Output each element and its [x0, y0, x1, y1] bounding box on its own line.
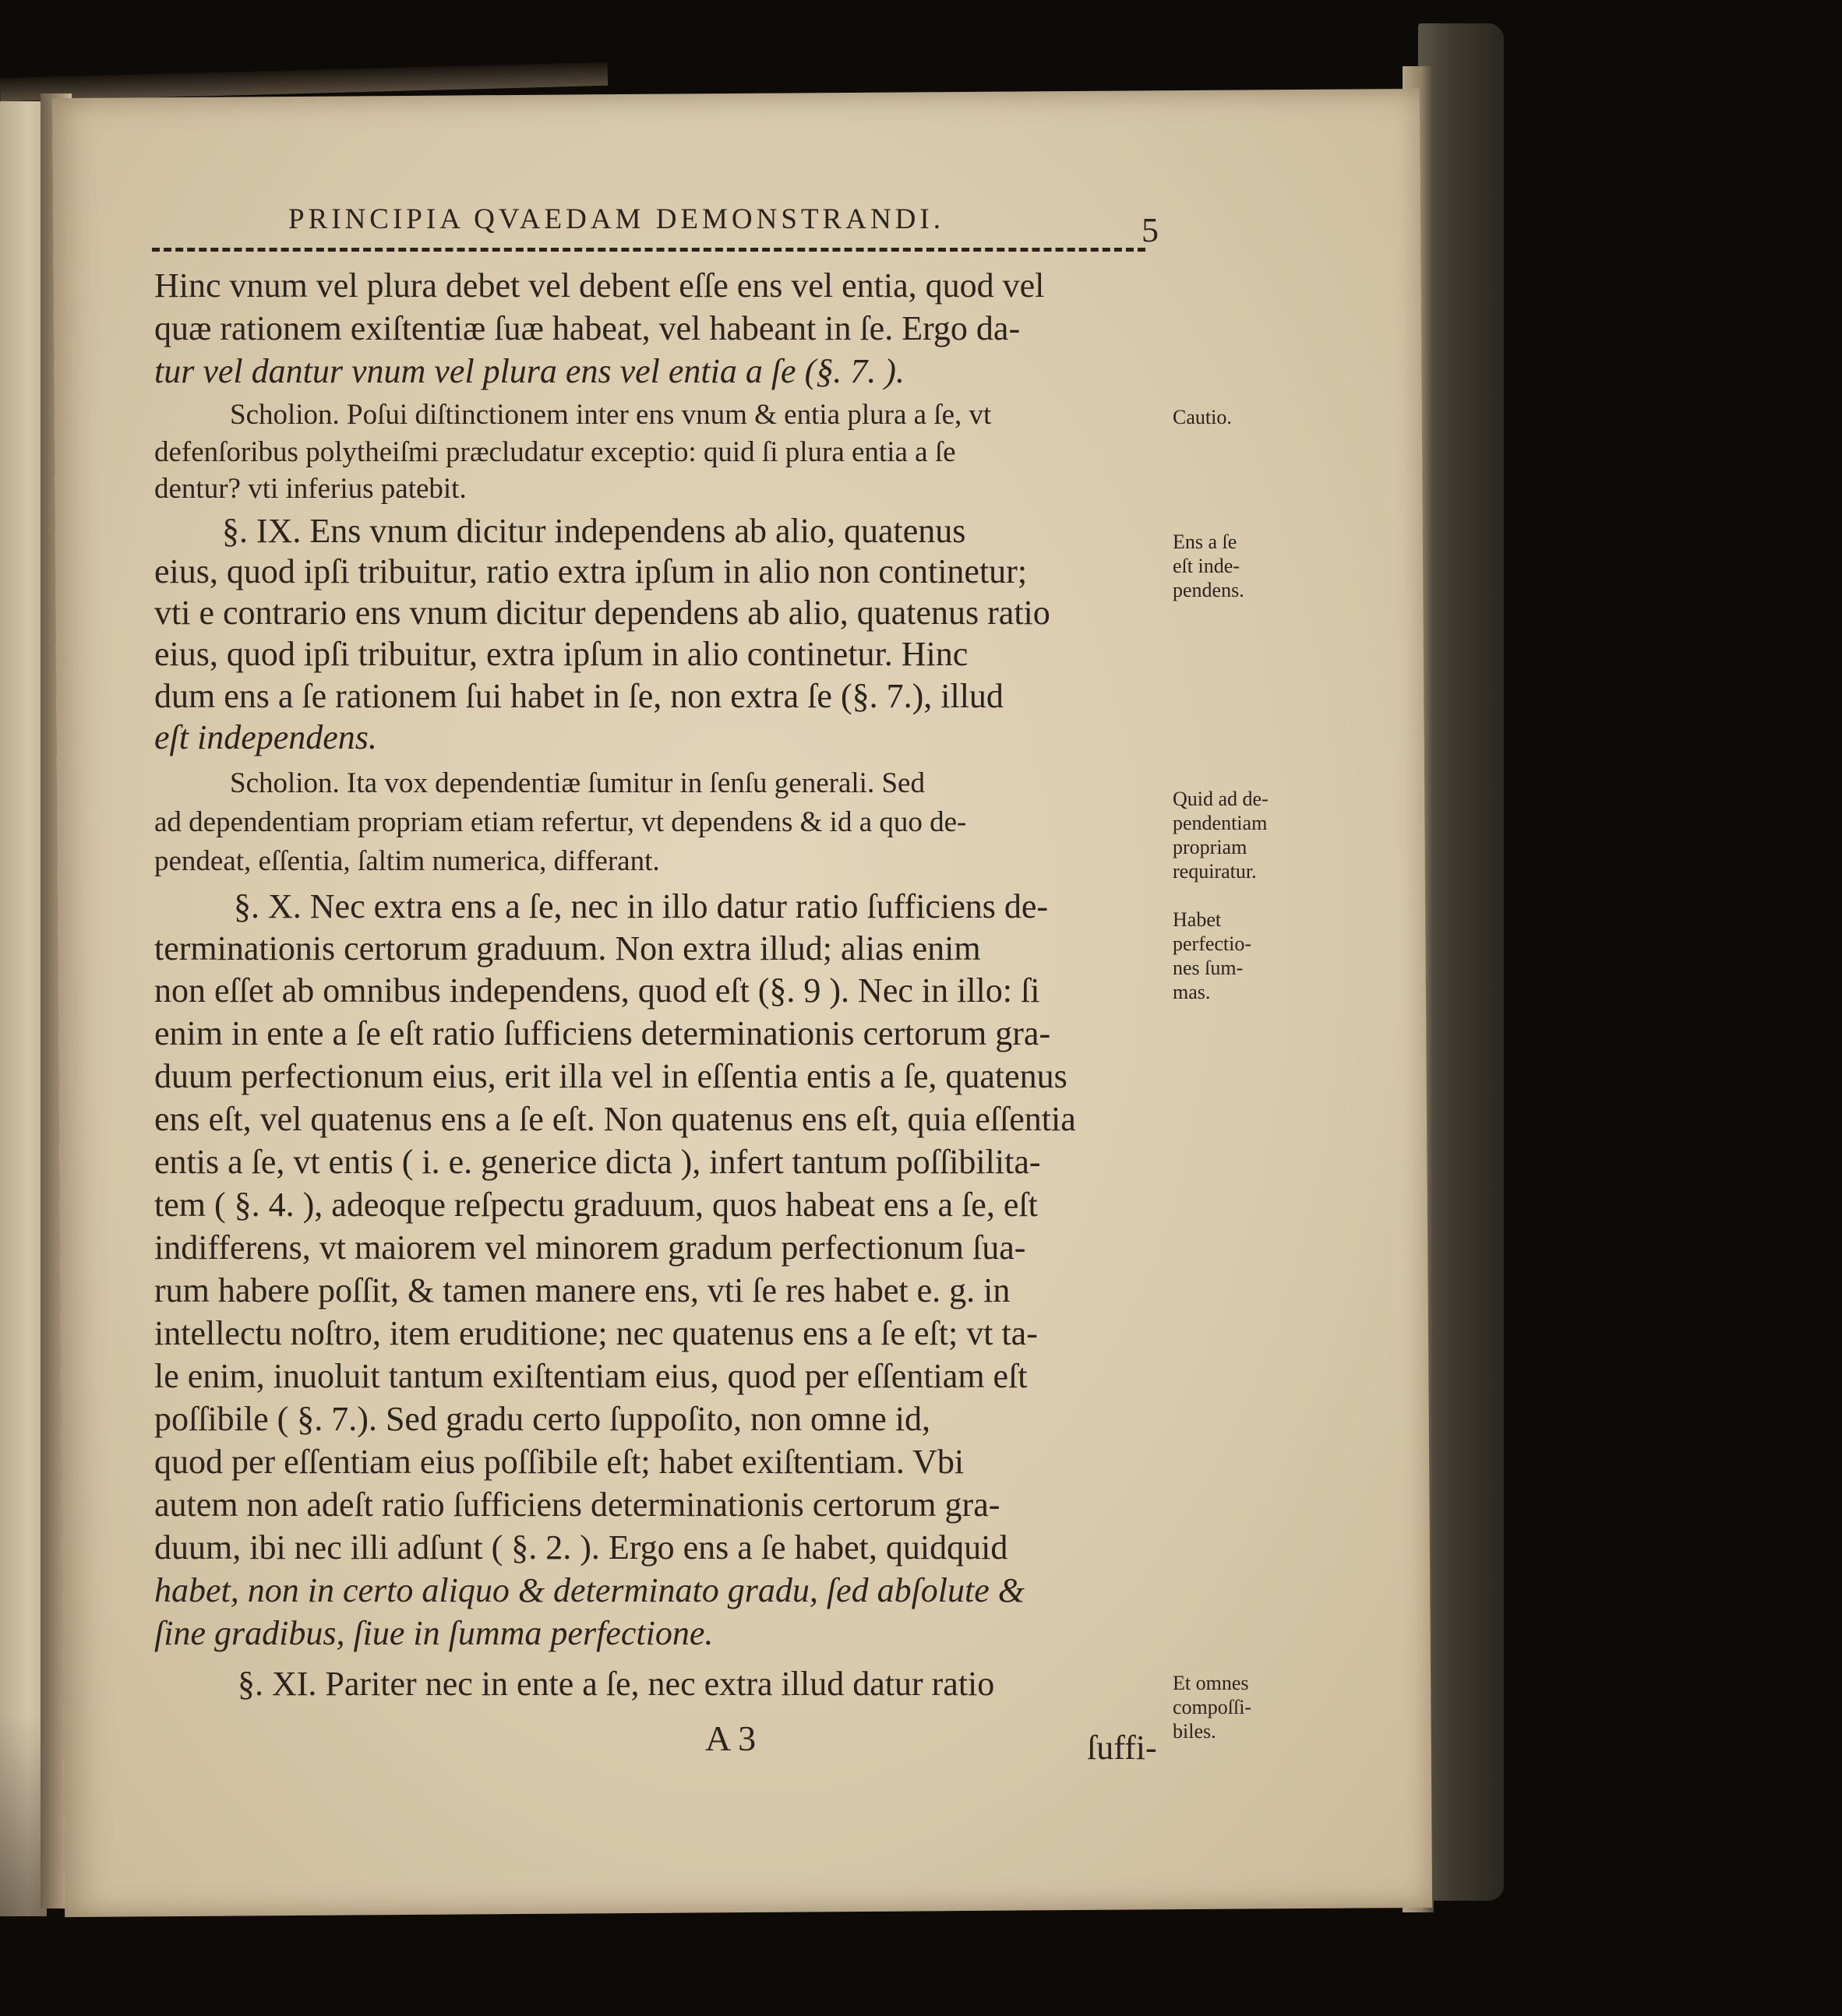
text-line: indifferens, vt maiorem vel minorem gradum perfectionum ſua- [154, 1228, 1026, 1267]
text-line: ſine gradibus, ſiue in ſumma perfectione. [154, 1614, 714, 1652]
running-title: PRINCIPIA QVAEDAM DEMONSTRANDI. [288, 203, 944, 235]
margin-note-independens [1173, 530, 1305, 602]
text-line: ens eſt, vel quatenus ens a ſe eſt. Non quatenus ens eſt, quia eſſentia [154, 1100, 1076, 1138]
margin-note-cautio [1173, 405, 1305, 429]
text-line: le enim, inuoluit tantum exiſtentiam eius, quod per eſſentiam eſt [154, 1357, 1028, 1395]
page-number: 5 [1142, 211, 1159, 249]
signature-mark: A 3 [705, 1718, 757, 1758]
scholion-line: ad dependentiam propriam etiam refertur, vt dependens & id a quo de- [154, 806, 967, 838]
text-line: vti e contrario ens vnum dicitur dependens ab alio, quatenus ratio [154, 594, 1050, 632]
text-line: autem non adeſt ratio ſufficiens determinationis certorum gra- [154, 1486, 1000, 1524]
text-line: non eſſet ab omnibus independens, quod eſt (§. 9 ). Nec in illo: ſi [154, 971, 1040, 1010]
scholion-line: pendeat, eſſentia, ſaltim numerica, differant. [154, 845, 660, 877]
text-line: tem ( §. 4. ), adeoque reſpectu graduum, quos habeat ens a ſe, eſt [154, 1186, 1038, 1224]
section-heading-line: §. XI. Pariter nec in ente a ſe, nec extra illud datur ratio [238, 1665, 995, 1703]
margin-note-line: pendens. [1173, 579, 1244, 601]
scholion-line: dentur? vti inferius patebit. [154, 473, 467, 505]
text-line: poſſibile ( §. 7.). Sed gradu certo ſuppoſito, non omne id, [154, 1400, 930, 1438]
margin-note-line: Cautio. [1173, 406, 1232, 428]
margin-note-line: eſt inde- [1173, 555, 1240, 577]
text-line: eius, quod ipſi tribuitur, extra ipſum in alio continetur. Hinc [154, 635, 969, 673]
margin-note-perfectiones [1173, 908, 1305, 1004]
text-line: dum ens a ſe rationem ſui habet in ſe, non extra ſe (§. 7.), illud [154, 677, 1004, 715]
margin-note-line: Quid ad de- [1173, 788, 1269, 810]
text-line: duum perfectionum eius, erit illa vel in eſſentia entis a ſe, quatenus [154, 1057, 1067, 1095]
scholion-line: Scholion. Ita vox dependentiæ ſumitur in ſenſu generali. Sed [230, 767, 925, 799]
margin-note-line: perfectio- [1173, 932, 1252, 955]
margin-note-line: propriam [1173, 836, 1247, 858]
text-line: terminationis certorum graduum. Non extra illud; alias enim [154, 929, 981, 967]
margin-note-line: biles. [1173, 1720, 1216, 1743]
text-line: eius, quod ipſi tribuitur, ratio extra ipſum in alio non continetur; [154, 552, 1028, 590]
header-rule [152, 248, 1145, 252]
margin-note-line: Ens a ſe [1173, 530, 1237, 553]
section-heading-line: §. IX. Ens vnum dicitur independens ab alio, quatenus [222, 512, 966, 550]
scholion-line: defenſoribus polytheiſmi præcludatur exceptio: quid ſi plura entia a ſe [154, 436, 956, 468]
margin-note-line: compoſſi- [1173, 1696, 1252, 1718]
text-line: habet, non in certo aliquo & determinato gradu, ſed abſolute & [154, 1571, 1025, 1609]
text-line: enim in ente a ſe eſt ratio ſufficiens determinationis certorum gra- [154, 1014, 1051, 1052]
text-line: quod per eſſentiam eius poſſibile eſt; habet exiſtentiam. Vbi [154, 1443, 965, 1481]
margin-note-dependentia [1173, 787, 1305, 883]
margin-note-line: Et omnes [1173, 1672, 1249, 1694]
text-line: entis a ſe, vt entis ( i. e. generice dicta ), infert tantum poſſibilita- [154, 1143, 1041, 1181]
text-line: tur vel dantur vnum vel plura ens vel entia a ſe (§. 7. ). [154, 352, 905, 390]
text-line: quæ rationem exiſtentiæ ſuæ habeat, vel habeant in ſe. Ergo da- [154, 309, 1021, 347]
margin-note-line: Habet [1173, 908, 1222, 931]
text-line: duum, ibi nec illi adſunt ( §. 2. ). Ergo ens a ſe habet, quidquid [154, 1528, 1008, 1567]
text-line: eſt independens. [154, 718, 377, 756]
margin-note-line: pendentiam [1173, 812, 1268, 834]
facing-page-shadow [0, 1714, 47, 1916]
text-line: Hinc vnum vel plura debet vel debent eſſe ens vel entia, quod vel [154, 266, 1045, 305]
catchword: ſuffi- [1087, 1729, 1157, 1767]
margin-note-line: nes ſum- [1173, 957, 1244, 979]
scholion-line: Scholion. Poſui diſtinctionem inter ens vnum & entia plura a ſe, vt [230, 399, 992, 431]
margin-note-compossibiles [1173, 1671, 1305, 1743]
text-line: intellectu noſtro, item eruditione; nec quatenus ens a ſe eſt; vt ta- [154, 1314, 1038, 1352]
margin-note-line: mas. [1173, 981, 1211, 1003]
section-heading-line: §. X. Nec extra ens a ſe, nec in illo datur ratio ſufficiens de- [234, 887, 1049, 925]
facing-page-edge [0, 101, 47, 1916]
margin-note-line: requiratur. [1173, 860, 1257, 883]
text-line: rum habere poſſit, & tamen manere ens, vti ſe res habet e. g. in [154, 1271, 1011, 1309]
